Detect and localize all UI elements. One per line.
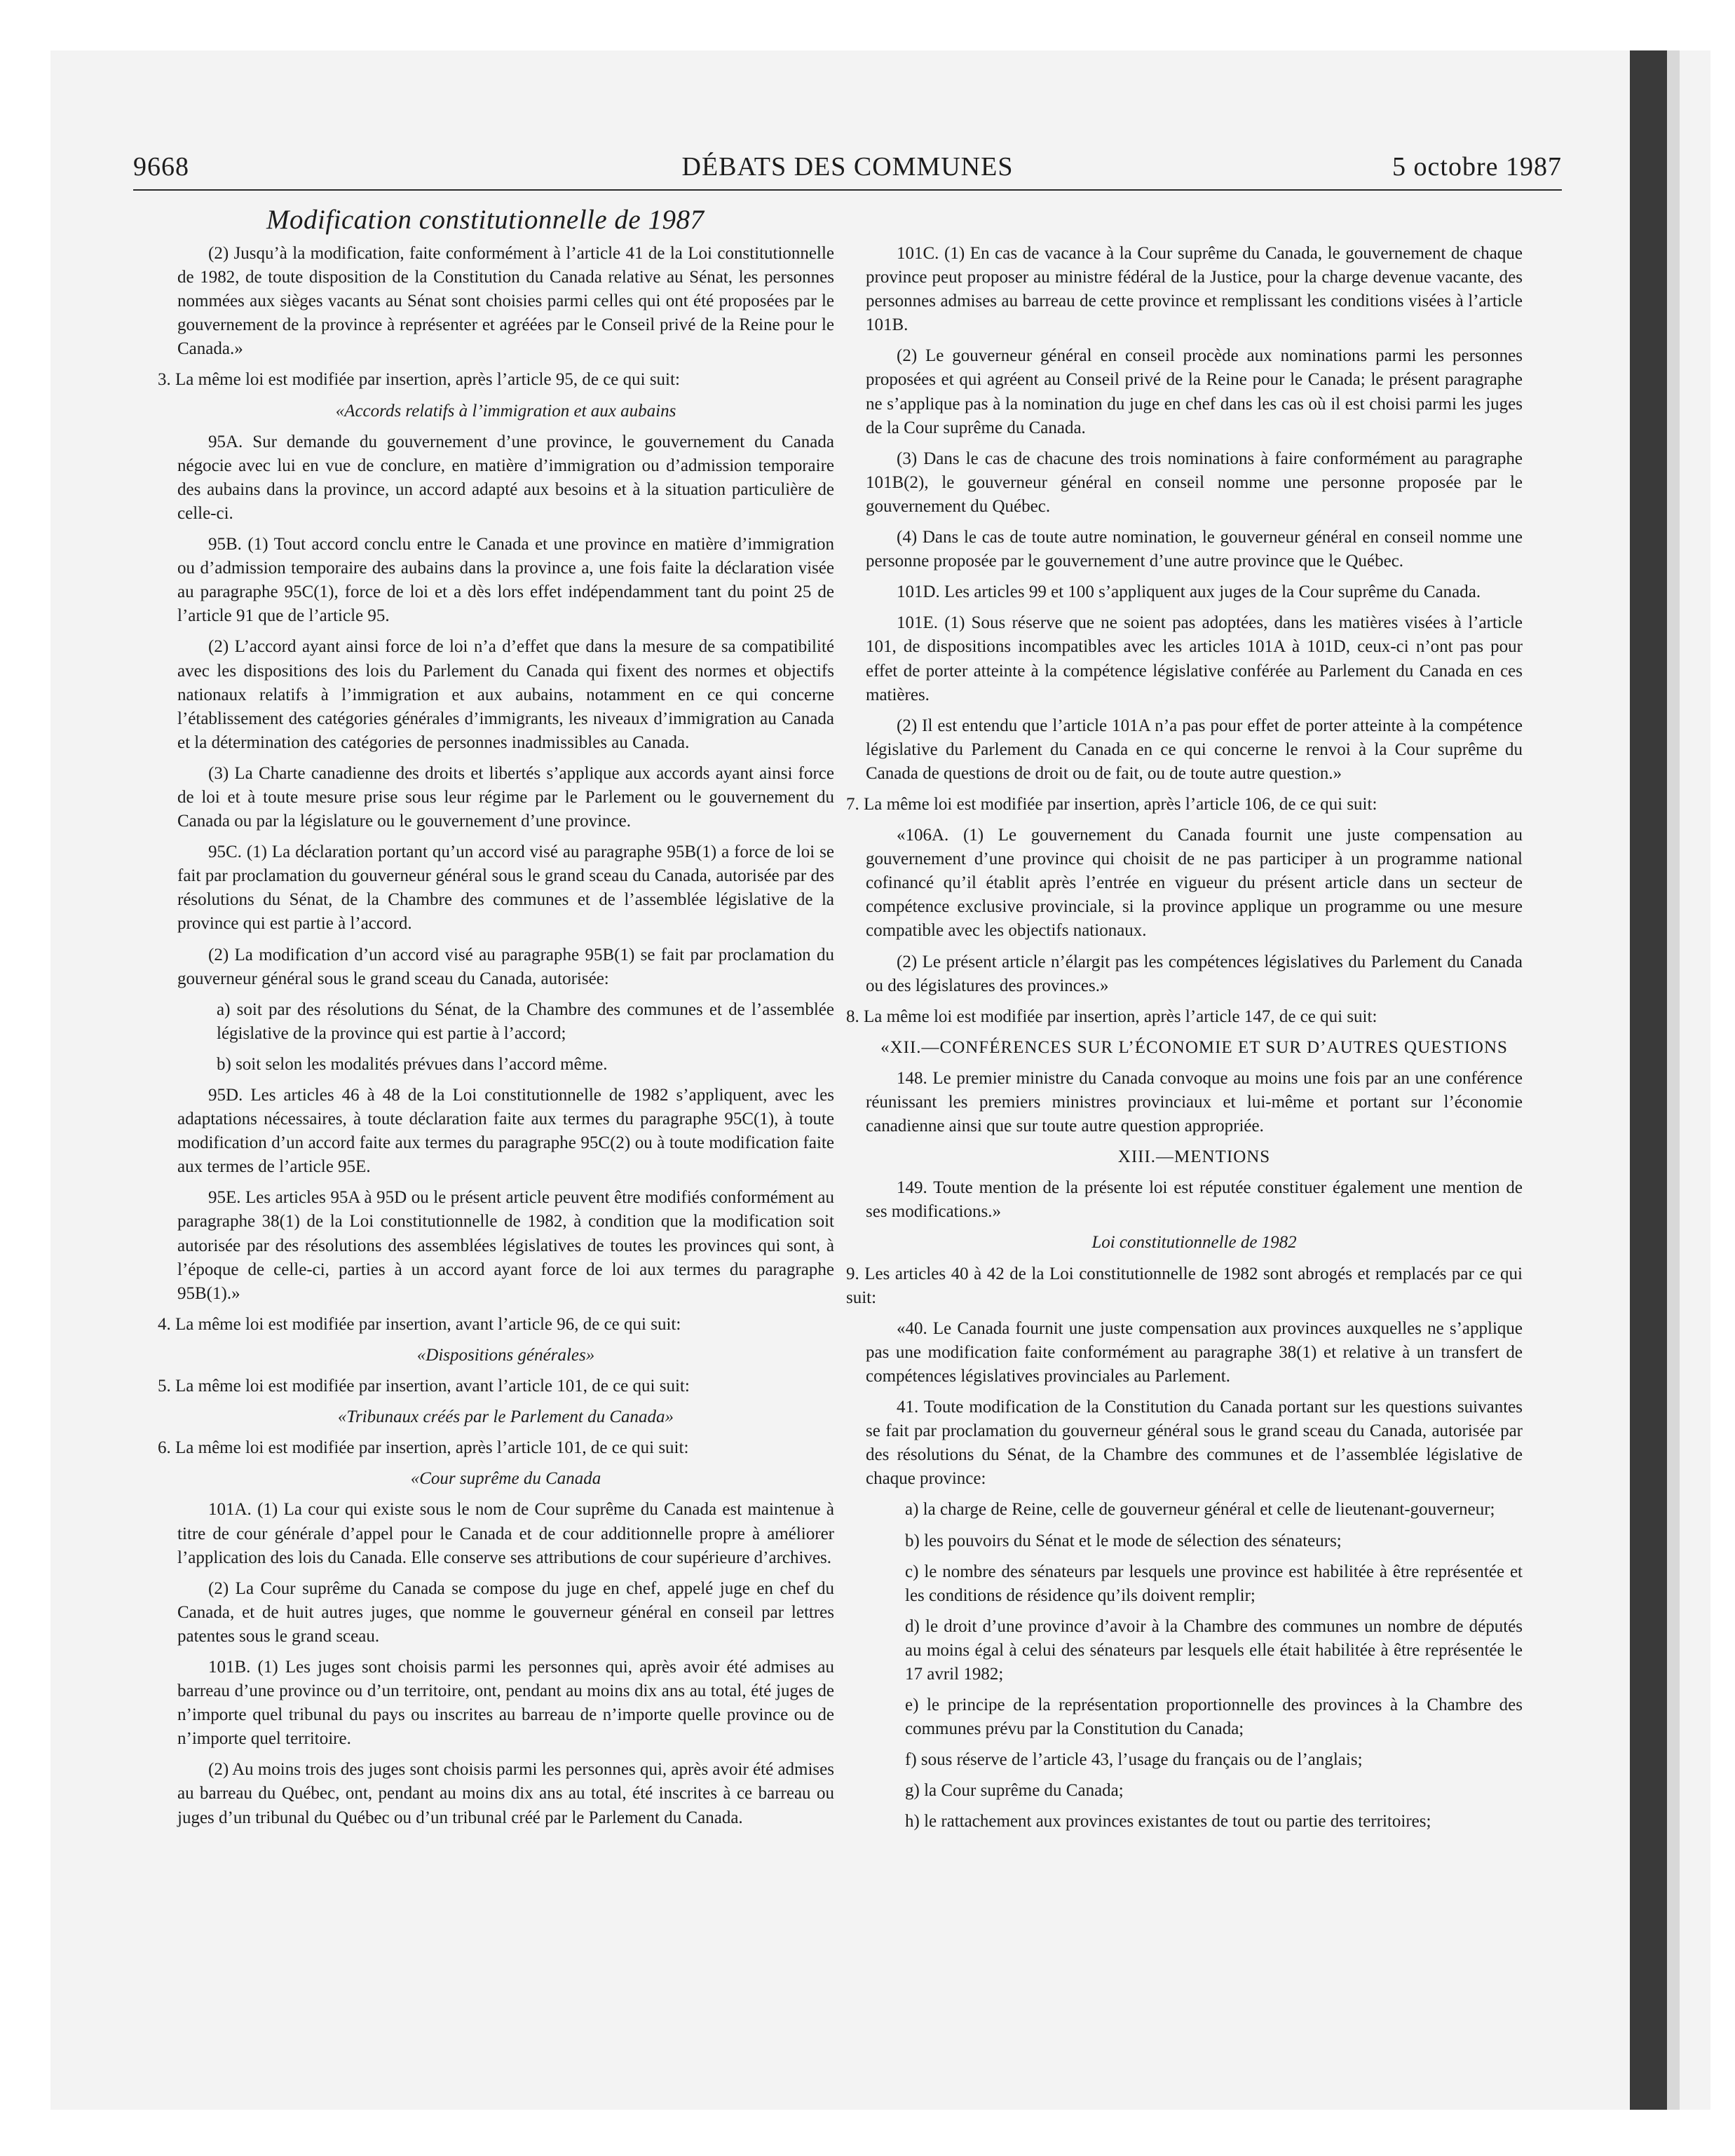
paragraph: (3) La Charte canadienne des droits et libertés s’applique aux accords ayant ainsi force de loi et à toute mesure prise sous leur régime par le Parlement ou le gouvernement du Canada ou par la législature ou le gouvernement d’une province. <box>177 763 834 831</box>
section-heading: «Dispositions générales» <box>416 1345 595 1365</box>
page-number: 9668 <box>133 152 189 182</box>
paragraph: «106A. (1) Le gouvernement du Canada fournit une juste compensation au gouvernement d’une province qui choisit de ne pas participer à un programme national cofinancé qu’il établit après l’entrée en vigueur du présent article dans un secteur de compétence exclusive provinciale, si la province applique un programme ou une mesure compatible avec les objectifs nationaux. <box>866 826 1523 941</box>
paragraph: 95B. (1) Tout accord conclu entre le Canada et une province en matière d’immigration ou d’admission temporaire des aubains dans la province a, une fois faite la déclaration visée au paragraphe 95C(1), force de loi et a dès lors effet indépendamment tant du point 25 de l’article 91 que de l’article 95. <box>177 535 834 626</box>
running-title: Modification constitutionnelle de 1987 <box>266 205 705 235</box>
paragraph: (2) La modification d’un accord visé au paragraphe 95B(1) se fait par proclamation du gouverneur général sous le grand sceau du Canada, autorisée: <box>177 945 834 988</box>
paragraph: 95A. Sur demande du gouvernement d’une province, le gouvernement du Canada négocie avec lui en vue de conclure, en matière d’immigration ou d’admission temporaire des aubains dans la province, un accord adapté aux besoins et à la situation particulière de celle-ci. <box>177 432 834 523</box>
list-item: b) les pouvoirs du Sénat et le mode de sélection des sénateurs; <box>905 1531 1342 1550</box>
scan-edge-bar <box>1630 50 1667 2110</box>
list-item: a) soit par des résolutions du Sénat, de la Chambre des communes et de l’assemblée législative de la province qui est partie à l’accord; <box>217 999 834 1043</box>
paragraph: 95E. Les articles 95A à 95D ou le présent article peuvent être modifiés conformément au paragraphe 38(1) de la Loi constitutionnelle de 1982, à condition que la modification soit autorisée par des résolutions des assemblées législatives de toutes les provinces qui sont, à l’époque de celle-ci, parties à un accord ayant force de loi aux termes du paragraphe 95B(1).» <box>177 1188 834 1303</box>
paragraph: (3) Dans le cas de chacune des trois nominations à faire conformément au paragraphe 101B(2), le gouverneur général en conseil nomme une personne proposée par le gouvernement du Québec. <box>866 449 1523 516</box>
page-header <box>133 146 1562 188</box>
header-rule <box>133 189 1562 191</box>
section-heading: «XII.—CONFÉRENCES SUR L’ÉCONOMIE ET SUR D’AUTRES QUESTIONS <box>880 1037 1508 1057</box>
list-item: e) le principe de la représentation proportionnelle des provinces à la Chambre des communes prévu par la Constitution du Canada; <box>905 1696 1523 1739</box>
paragraph: (2) Le gouverneur général en conseil procède aux nominations parmi les personnes proposées et qui agréent au Conseil privé de la Reine pour le Canada; le présent paragraphe ne s’applique pas à la nomination du juge en chef dans les cas où il est choisi parmi les juges de la Cour suprême du Canada. <box>866 346 1523 437</box>
section-heading: «Tribunaux créés par le Parlement du Canada» <box>337 1407 674 1427</box>
right-column <box>846 242 1523 1841</box>
paragraph: (2) Le présent article n’élargit pas les compétences législatives du Parlement du Canada ou des législatures des provinces.» <box>866 952 1523 995</box>
numbered-clause: 3. La même loi est modifiée par insertion, après l’article 95, de ce qui suit: <box>158 370 680 390</box>
scan-edge-shadow <box>1667 50 1680 2110</box>
paragraph: (2) L’accord ayant ainsi force de loi n’a d’effet que dans la mesure de sa compatibilité avec les dispositions des lois du Parlement du Canada qui fixent des normes et objectifs nationaux relatifs à l’immigration et aux aubains, notamment en ce qui concerne l’établissement des catégories générales d’immigrants, les niveaux d’immigration au Canada et la détermination des catégories de personnes inadmissibles au Canada. <box>177 637 834 752</box>
numbered-clause: 4. La même loi est modifiée par insertion, avant l’article 96, de ce qui suit: <box>158 1314 681 1334</box>
paragraph: (2) Au moins trois des juges sont choisis parmi les personnes qui, après avoir été admises au barreau du Québec, ont, pendant au moins dix ans au total, été inscrites à ce barreau ou juges d’un tribunal du Québec ou d’un tribunal créé par le Parlement du Canada. <box>177 1760 834 1827</box>
numbered-clause: 9. Les articles 40 à 42 de la Loi constitutionnelle de 1982 sont abrogés et remplacés par ce qui suit: <box>846 1264 1523 1307</box>
numbered-clause: 5. La même loi est modifiée par insertion, avant l’article 101, de ce qui suit: <box>158 1377 690 1396</box>
paragraph: (2) La Cour suprême du Canada se compose du juge en chef, appelé juge en chef du Canada, et de huit autres juges, que nomme le gouverneur général en conseil par lettres patentes sous le grand sceau. <box>177 1578 834 1646</box>
paragraph: 149. Toute mention de la présente loi est réputée constituer également une mention de ses modifications.» <box>866 1178 1523 1222</box>
paragraph: (2) Jusqu’à la modification, faite conformément à l’article 41 de la Loi constitutionnelle de 1982, de toute disposition de la Constitution du Canada relative au Sénat, les personnes nommées aux sièges vacants au Sénat sont choisies parmi celles qui ont été proposées par le gouvernement de la province à représenter et agréées par le Conseil privé de la Reine pour le Canada.» <box>177 244 834 359</box>
paragraph: 101A. (1) La cour qui existe sous le nom de Cour suprême du Canada est maintenue à titre de cour générale d’appel pour le Canada et de cour additionnelle propre à améliorer l’application des lois du Canada. Elle conserve ses attributions de cour supérieure d’archives. <box>177 1500 834 1567</box>
paragraph: 95C. (1) La déclaration portant qu’un accord visé au paragraphe 95B(1) a force de loi se fait par proclamation du gouverneur général sous le grand sceau du Canada, autorisée par des résolutions du Sénat, de la Chambre des communes et de l’assemblée législative de la province qui est partie à l’accord. <box>177 842 834 934</box>
publication-date: 5 octobre 1987 <box>1392 152 1562 182</box>
list-item: f) sous réserve de l’article 43, l’usage du français ou de l’anglais; <box>905 1750 1363 1770</box>
list-item: h) le rattachement aux provinces existantes de tout ou partie des territoires; <box>905 1812 1431 1831</box>
paragraph: 101B. (1) Les juges sont choisis parmi les personnes qui, après avoir été admises au barreau d’une province ou d’un territoire, ont, pendant au moins dix ans au total, été juges de n’importe quel tribunal du pays ou inscrites au barreau de n’importe quelle province ou de n’importe quel territoire. <box>177 1657 834 1749</box>
section-heading: XIII.—MENTIONS <box>1117 1147 1271 1167</box>
numbered-clause: 6. La même loi est modifiée par insertion, après l’article 101, de ce qui suit: <box>158 1438 689 1458</box>
numbered-clause: 7. La même loi est modifiée par insertion, après l’article 106, de ce qui suit: <box>846 794 1377 814</box>
list-item: g) la Cour suprême du Canada; <box>905 1781 1124 1801</box>
paragraph: 95D. Les articles 46 à 48 de la Loi constitutionnelle de 1982 s’appliquent, avec les adaptations nécessaires, à toute déclaration faite aux termes du paragraphe 95C(1), à toute modification d’un accord faite aux termes du paragraphe 95C(2) ou à toute modification faite aux termes de l’article 95E. <box>177 1086 834 1177</box>
paragraph: 148. Le premier ministre du Canada convoque au moins une fois par an une conférence réunissant les premiers ministres provinciaux et lui-même et portant sur l’économie canadienne ainsi que sur toute autre question appropriée. <box>866 1068 1523 1136</box>
paragraph: (4) Dans le cas de toute autre nomination, le gouverneur général en conseil nomme une personne proposée par le gouvernement d’une autre province que le Québec. <box>866 528 1523 571</box>
list-item: a) la charge de Reine, celle de gouverneur général et celle de lieutenant-gouverneur; <box>905 1500 1495 1520</box>
list-item: d) le droit d’une province d’avoir à la Chambre des communes un nombre de députés au moins égal à celui des sénateurs par lesquels elle était habilitée à être représentée le 17 avril 1982; <box>905 1616 1523 1684</box>
list-item: c) le nombre des sénateurs par lesquels une province est habilitée à être représentée et les conditions de résidence qu’ils doivent remplir; <box>905 1562 1523 1605</box>
section-heading: «Accords relatifs à l’immigration et aux aubains <box>335 401 676 421</box>
numbered-clause: 8. La même loi est modifiée par insertion, après l’article 147, de ce qui suit: <box>846 1007 1377 1026</box>
paragraph: 101C. (1) En cas de vacance à la Cour suprême du Canada, le gouvernement de chaque province peut proposer au ministre fédéral de la Justice, pour la charge devenue vacante, des personnes admises au barreau de cette province et remplissant les conditions visées à l’article 101B. <box>866 244 1523 335</box>
paragraph: 101E. (1) Sous réserve que ne soient pas adoptées, dans les matières visées à l’article 101, de dispositions incompatibles avec les articles 101A à 101D, ceux-ci n’ont pas pour effet de porter atteinte à la compétence législative conférée au Parlement du Canada en ces matières. <box>866 613 1523 704</box>
list-item: b) soit selon les modalités prévues dans l’accord même. <box>217 1054 608 1074</box>
paragraph: 101D. Les articles 99 et 100 s’appliquent aux juges de la Cour suprême du Canada. <box>897 582 1481 602</box>
paragraph: «40. Le Canada fournit une juste compensation aux provinces auxquelles ne s’applique pas une modification faite conformément au paragraphe 38(1) et relative à un transfert de compétences législatives provinciales au Parlement. <box>866 1318 1523 1386</box>
publication-title: DÉBATS DES COMMUNES <box>681 152 1014 182</box>
left-column <box>158 242 834 1837</box>
section-heading: Loi constitutionnelle de 1982 <box>1091 1233 1297 1253</box>
paragraph: (2) Il est entendu que l’article 101A n’a pas pour effet de porter atteinte à la compétence législative du Parlement du Canada en ce qui concerne le renvoi à la Cour suprême du Canada de questions de droit ou de fait, ou de toute autre question.» <box>866 716 1523 783</box>
section-heading: «Cour suprême du Canada <box>410 1469 601 1489</box>
paragraph: 41. Toute modification de la Constitution du Canada portant sur les questions suivantes se fait par proclamation du gouverneur général sous le grand sceau du Canada, autorisée par des résolutions du Sénat, de la Chambre des communes et de l’assemblée législative de chaque province: <box>866 1398 1523 1489</box>
